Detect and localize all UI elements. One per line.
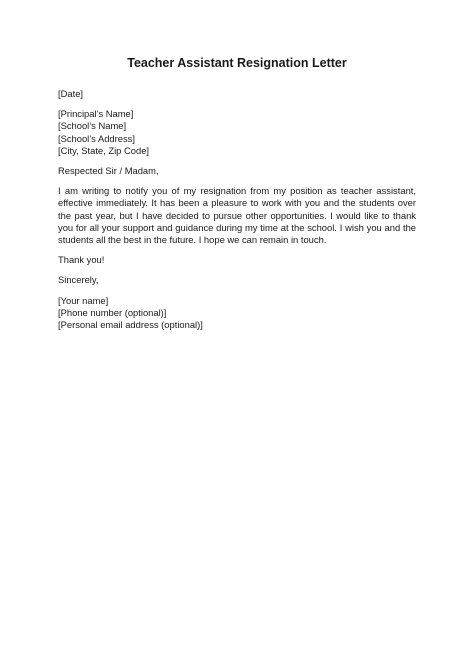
signature-block (58, 295, 416, 332)
recipient-city: [City, State, Zip Code] (58, 144, 150, 156)
closing-block (58, 274, 416, 286)
recipient-name: [Principal’s Name] (58, 108, 134, 120)
salutation-block (58, 165, 416, 177)
signature-name: [Your name] (58, 294, 109, 306)
date-block (58, 88, 416, 100)
recipient-school: [School’s Name] (58, 120, 127, 132)
thanks-block (58, 254, 416, 266)
signature-email: [Personal email address (optional)] (58, 319, 203, 331)
closing-line: Sincerely, (58, 274, 99, 286)
date-line: [Date] (58, 88, 84, 99)
recipient-address: [School’s Address] (58, 132, 135, 144)
salutation: Respected Sir / Madam, (58, 165, 159, 177)
body-paragraph: I am writing to notify you of my resignation from my position as teacher assistant, effective immediately. It has been a pleasure to work with you and the students over the past year, but I have decided to pursue other opportunities. I would like to thank you for all your support and guidance during my time at the school. I wish you and the students all the best in the future. I hope we can remain in touch. (58, 185, 416, 246)
thanks-line: Thank you! (58, 254, 105, 266)
signature-phone: [Phone number (optional)] (58, 306, 167, 318)
letter-title: Teacher Assistant Resignation Letter (127, 56, 347, 70)
recipient-block (58, 108, 416, 157)
